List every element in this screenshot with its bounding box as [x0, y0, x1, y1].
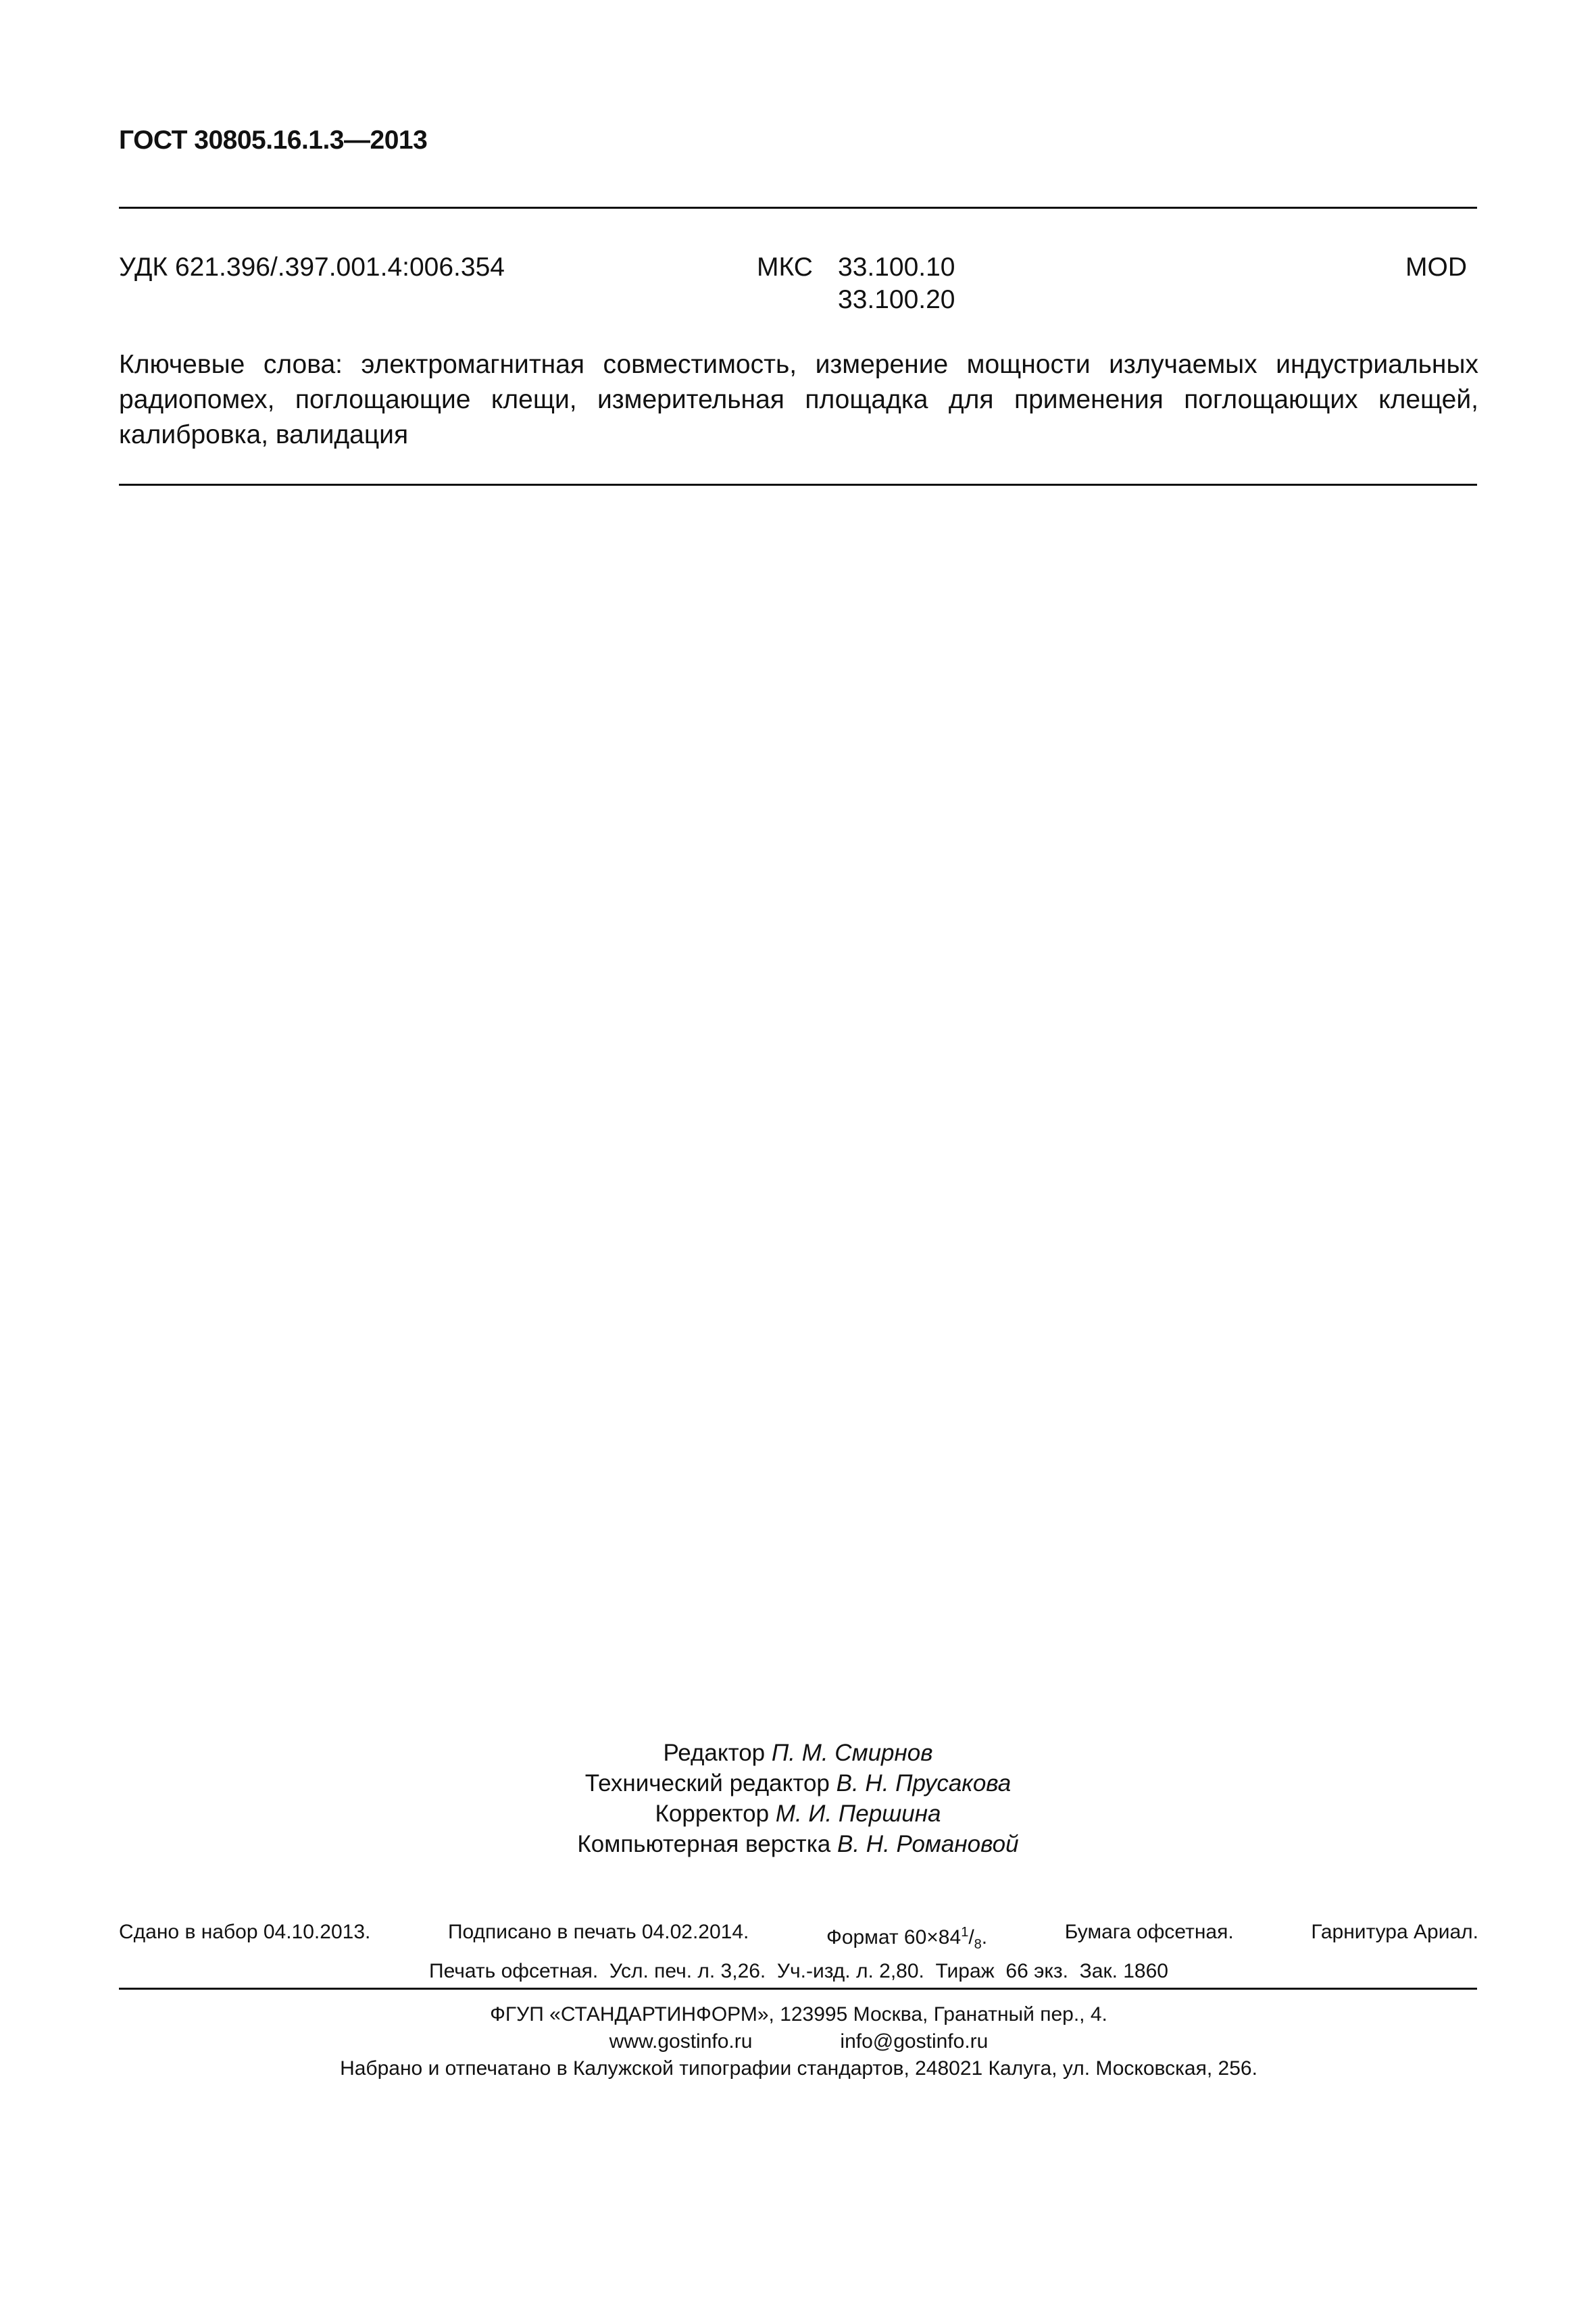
publisher-contacts [119, 2028, 1478, 2055]
credit-name: М. И. Першина [775, 1801, 941, 1827]
top-divider [119, 207, 1477, 209]
paper-type: Бумага офсетная. [1064, 1921, 1234, 1943]
credit-name: В. Н. Романовой [837, 1831, 1019, 1857]
editorial-credits [0, 1738, 1596, 1859]
document-id: ГОСТ 30805.16.1.3—2013 [119, 126, 428, 155]
signed-date: Подписано в печать 04.02.2014. [447, 1921, 749, 1943]
typeface: Гарнитура Ариал. [1311, 1921, 1478, 1943]
mks-code: 33.100.20 [838, 285, 955, 314]
publisher-info [119, 2001, 1478, 2082]
credit-role: Редактор [663, 1740, 766, 1766]
keywords-label: Ключевые слова: [119, 350, 343, 379]
mks-label: МКС [757, 253, 813, 282]
mks-code: 33.100.10 [838, 253, 955, 282]
publisher-website[interactable]: www.gostinfo.ru [609, 2030, 753, 2053]
equivalence-label: MOD [1405, 253, 1467, 282]
submitted-date: Сдано в набор 04.10.2013. [119, 1921, 371, 1943]
publisher-divider [119, 1988, 1477, 1990]
keywords-text: электромагнитная совместимость, измерение мощности излучаемых индустриальных радиопомех, поглощающие клещи, измерительная площадка для применения поглощающих клещей, калибровка, валидация [119, 350, 1478, 449]
print-info [119, 1919, 1478, 1985]
credit-proofreader [0, 1799, 1596, 1829]
credit-role: Корректор [655, 1801, 770, 1827]
udk-code: УДК 621.396/.397.001.4:006.354 [119, 253, 505, 282]
credit-tech-editor [0, 1768, 1596, 1799]
credit-name: В. Н. Прусакова [836, 1770, 1012, 1796]
credit-role: Компьютерная верстка [577, 1831, 831, 1857]
publisher-address: ФГУП «СТАНДАРТИНФОРМ», 123995 Москва, Гранатный пер., 4. [490, 2003, 1107, 2026]
print-info-line-1 [119, 1919, 1478, 1958]
mks-codes [838, 251, 955, 316]
credit-layout [0, 1829, 1596, 1859]
keywords-paragraph [119, 347, 1478, 453]
keywords-divider [119, 484, 1477, 486]
paper-format: Формат $60\times 84^1/_8$. [826, 1925, 988, 1952]
credit-editor [0, 1738, 1596, 1768]
credit-name: П. М. Смирнов [771, 1740, 933, 1766]
publisher-email[interactable]: info@gostinfo.ru [840, 2030, 989, 2053]
printing-house: Набрано и отпечатано в Калужской типографии стандартов, 248021 Калуга, ул. Московская, 256. [340, 2057, 1257, 2080]
credit-role: Технический редактор [584, 1770, 830, 1796]
print-info-line-2: Печать офсетная. Усл. печ. л. 3,26. Уч.-изд. л. 2,80. Тираж 66 экз. Зак. 1860 [429, 1960, 1168, 1982]
